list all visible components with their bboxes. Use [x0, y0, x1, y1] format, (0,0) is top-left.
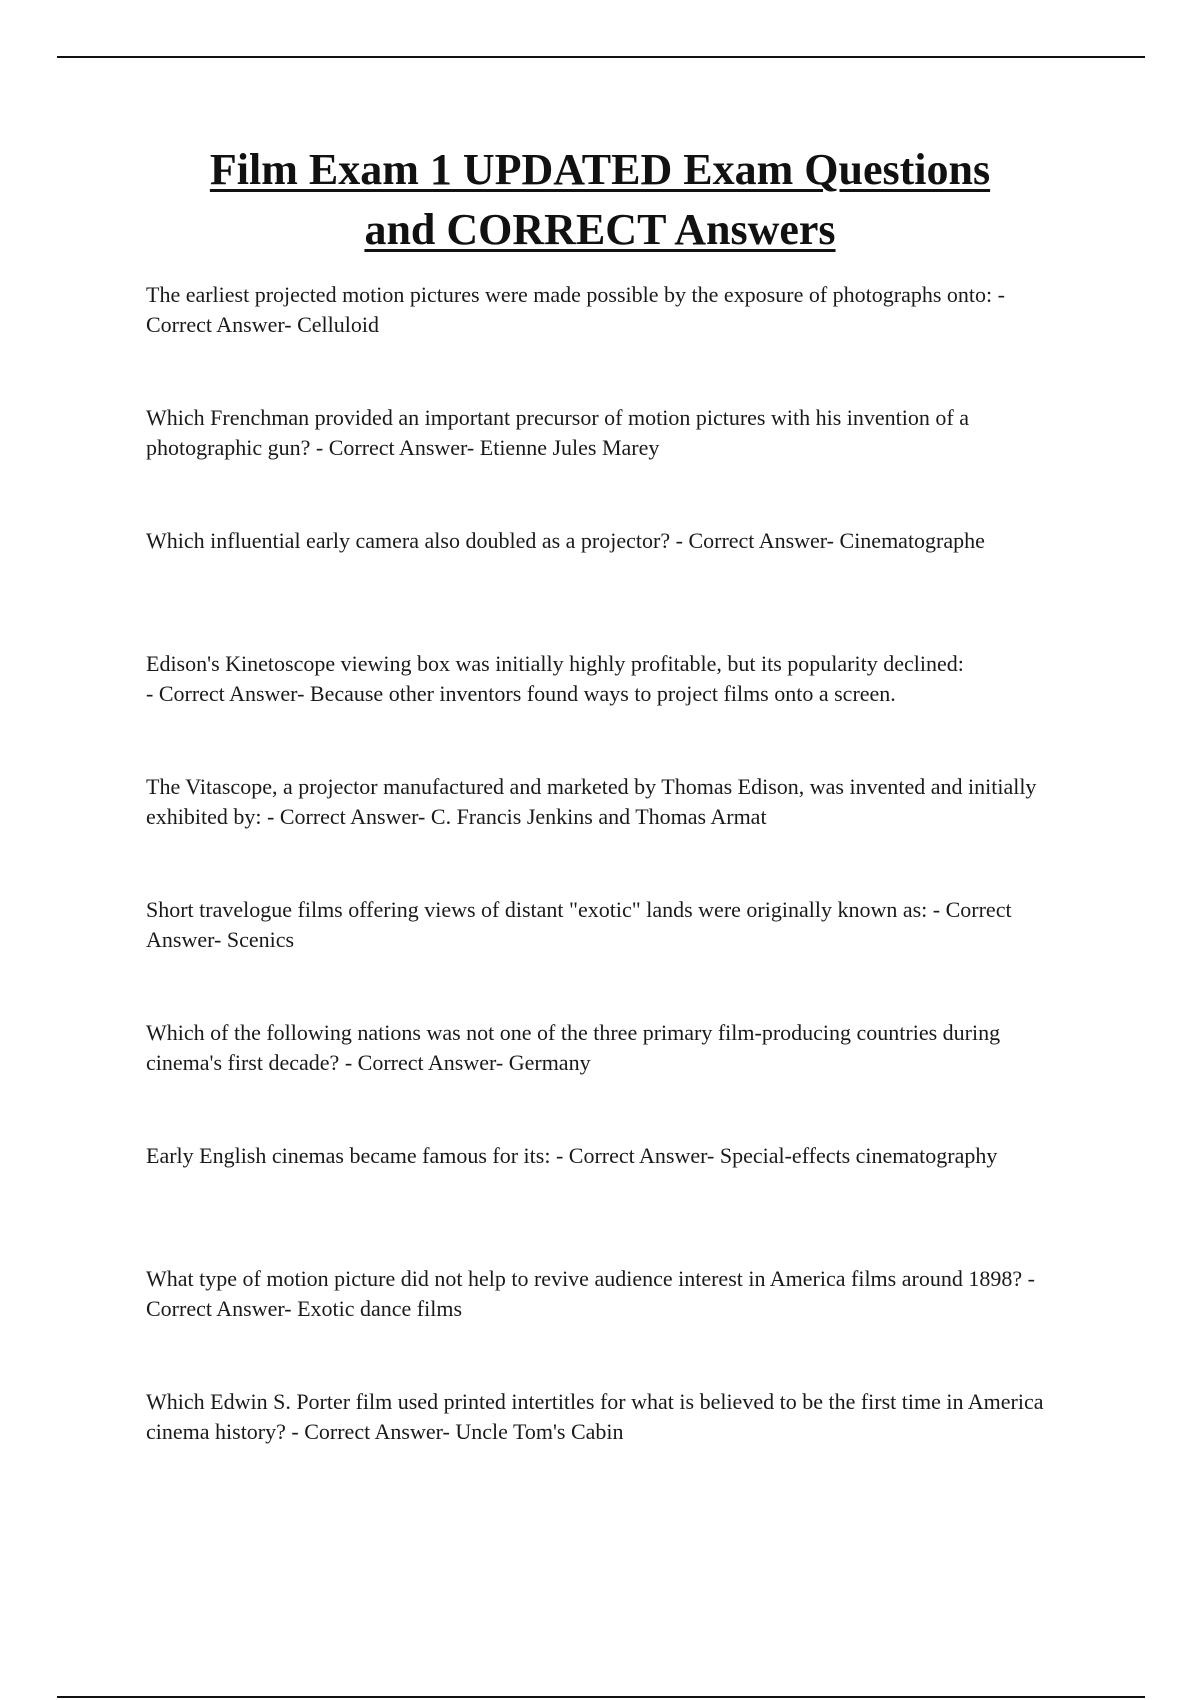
- answer-text: Because other inventors found ways to project films onto a screen.: [309, 681, 896, 706]
- answer-text: Germany: [508, 1050, 591, 1075]
- answer-label: Correct Answer-: [568, 1143, 720, 1168]
- answer-text: Uncle Tom's Cabin: [455, 1419, 624, 1444]
- bottom-rule: [57, 1696, 1145, 1698]
- answer-label: Correct Answer-: [357, 1050, 509, 1075]
- answer-label: Correct Answer-: [146, 312, 298, 337]
- question-text: The earliest projected motion pictures were made possible by the exposure of photographs onto:: [146, 282, 993, 307]
- answer-label: Correct Answer-: [328, 435, 480, 460]
- answer-text: C. Francis Jenkins and Thomas Armat: [430, 804, 767, 829]
- answer-label: Correct Answer-: [688, 528, 840, 553]
- question-text: What type of motion picture did not help to revive audience interest in America films around 1898?: [146, 1266, 1023, 1291]
- page-title: [60, 140, 1140, 260]
- answer-label: Correct Answer-: [158, 681, 310, 706]
- question-text: Which Frenchman provided an important precursor of motion pictures with his invention of a photographic gun?: [146, 405, 969, 460]
- qa-item-7: Which of the following nations was not one of the three primary film-producing countries during cinema's first decade? - Correct Answer- Germany: [146, 1020, 1001, 1075]
- question-text: Edison's Kinetoscope viewing box was initially highly profitable, but its popularity declined:: [146, 651, 964, 676]
- qa-item-6: Short travelogue films offering views of distant "exotic" lands were originally known as: - Correct Answer- Scenics: [146, 897, 1012, 952]
- answer-text: Exotic dance films: [297, 1296, 463, 1321]
- question-text: Early English cinemas became famous for its:: [146, 1143, 551, 1168]
- answer-label: Correct Answer-: [146, 1296, 298, 1321]
- qa-item-4: Edison's Kinetoscope viewing box was initially highly profitable, but its popularity declined: - Correct Answer- Because other inventors found ways to project films onto a screen.: [146, 651, 964, 706]
- answer-text: Scenics: [226, 927, 295, 952]
- answer-text: Etienne Jules Marey: [479, 435, 660, 460]
- qa-item-10: Which Edwin S. Porter film used printed intertitles for what is believed to be the first time in America cinema history? - Correct Answer- Uncle Tom's Cabin: [146, 1389, 1044, 1444]
- title-line-2: and CORRECT Answers: [364, 205, 836, 254]
- answer-label: Correct Answer-: [304, 1419, 456, 1444]
- question-text: Short travelogue films offering views of distant "exotic" lands were originally known as:: [146, 897, 928, 922]
- qa-item-1: The earliest projected motion pictures were made possible by the exposure of photographs onto: - Correct Answer- Celluloid: [146, 282, 1005, 337]
- answer-text: Celluloid: [297, 312, 379, 337]
- qa-item-9: What type of motion picture did not help to revive audience interest in America films around 1898? - Correct Answer- Exotic dance films: [146, 1266, 1035, 1321]
- answer-text: Special-effects cinematography: [719, 1143, 998, 1168]
- top-rule: [57, 56, 1145, 58]
- question-text: Which Edwin S. Porter film used printed intertitles for what is believed to be the first time in America cinema history?: [146, 1389, 1044, 1444]
- qa-item-8: Early English cinemas became famous for its: - Correct Answer- Special-effects cinematography: [146, 1143, 998, 1168]
- question-text: Which influential early camera also doubled as a projector?: [146, 528, 671, 553]
- title-line-1: Film Exam 1 UPDATED Exam Questions: [209, 145, 991, 194]
- answer-label: Correct Answer-: [279, 804, 431, 829]
- qa-item-3: Which influential early camera also doubled as a projector? - Correct Answer- Cinematographe: [146, 528, 985, 553]
- answer-text: Cinematographe: [839, 528, 985, 553]
- answer-label: Correct Answer-: [146, 897, 1012, 952]
- qa-item-5: The Vitascope, a projector manufactured and marketed by Thomas Edison, was invented and initially exhibited by: - Correct Answer- C. Francis Jenkins and Thomas Armat: [146, 774, 1037, 829]
- question-text: Which of the following nations was not one of the three primary film-producing countries during cinema's first decade?: [146, 1020, 1001, 1075]
- question-text: The Vitascope, a projector manufactured and marketed by Thomas Edison, was invented and initially exhibited by:: [146, 774, 1037, 829]
- qa-item-2: Which Frenchman provided an important precursor of motion pictures with his invention of a photographic gun? - Correct Answer- Etienne Jules Marey: [146, 405, 969, 460]
